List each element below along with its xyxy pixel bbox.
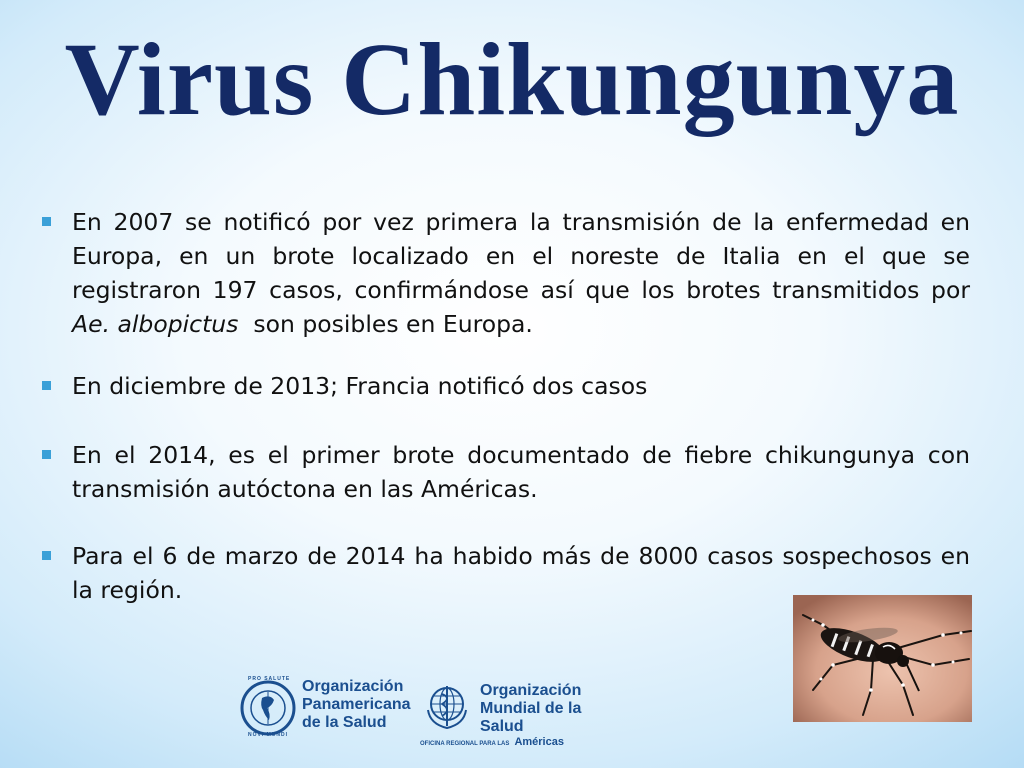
bullet-1-text-end: son posibles en Europa.	[238, 310, 533, 338]
bullet-item-1	[36, 205, 970, 341]
bullet-4-text: Para el 6 de marzo de 2014 ha habido más de 8000 casos sospechosos en la región.	[72, 542, 970, 604]
bullet-1-text: En 2007 se notificó por vez primera la transmisión de la enfermedad en Europa, en un brote localizado en el noreste de Italia en el que se registraron 197 casos, confirmándose así que los brotes transmitidos por	[72, 208, 970, 304]
square-bullet-icon	[42, 217, 51, 226]
ops-line-1: Organización	[302, 678, 404, 695]
bullet-2-text: En diciembre de 2013; Francia notificó dos casos	[72, 372, 648, 400]
oms-line-1: Organización	[480, 682, 582, 699]
oms-subtitle-prefix: OFICINA REGIONAL PARA LAS	[420, 741, 510, 747]
bullet-item-2	[36, 369, 970, 403]
square-bullet-icon	[42, 381, 51, 390]
ops-line-3: de la Salud	[302, 714, 387, 731]
square-bullet-icon	[42, 551, 51, 560]
oms-subtitle-strong: Américas	[514, 736, 564, 748]
bullet-3-text: En el 2014, es el primer brote documentado de fiebre chikungunya con transmisión autóctona en las Américas.	[72, 441, 970, 503]
slide-title: Virus Chikungunya	[64, 22, 960, 137]
ops-logo	[240, 676, 410, 740]
who-emblem-icon	[420, 680, 474, 734]
bullet-item-3	[36, 438, 970, 506]
oms-logo	[420, 676, 620, 746]
square-bullet-icon	[42, 450, 51, 459]
mosquito-photo	[793, 595, 972, 722]
ops-seal-top: PRO SALUTE	[248, 676, 291, 682]
oms-subtitle	[420, 730, 564, 749]
bullet-list	[36, 205, 970, 607]
ops-line-2: Panamericana	[302, 696, 411, 713]
ops-seal-bottom: NOVI MUNDI	[248, 732, 288, 738]
bullet-1-species: Ae. albopictus	[72, 310, 239, 338]
ops-emblem-icon	[240, 680, 296, 736]
mosquito-illustration	[793, 595, 972, 722]
oms-line-2: Mundial de la Salud	[480, 700, 582, 735]
